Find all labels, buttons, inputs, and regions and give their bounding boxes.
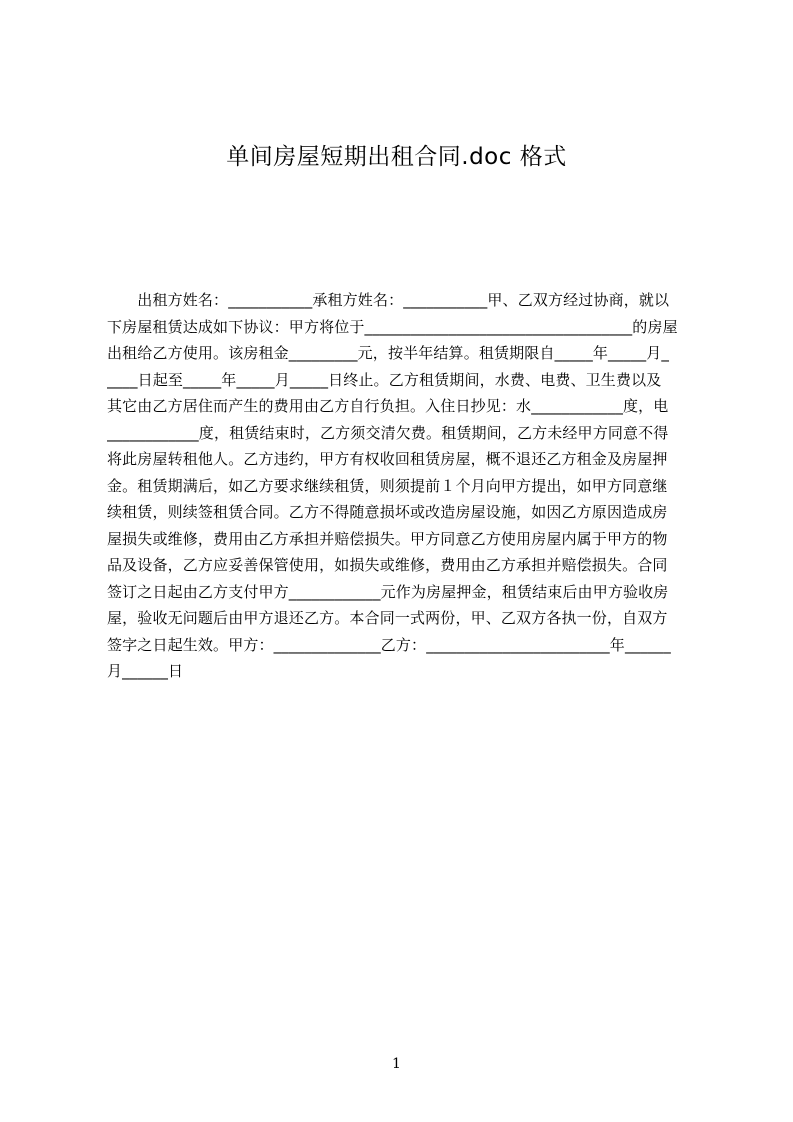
body-line: 屋损失或维修，费用由乙方承担并赔偿损失。甲方同意乙方使用房屋内属于甲方的物 [107, 529, 668, 548]
body-line: 品及设备，乙方应妥善保管使用，如损失或维修，费用由乙方承担并赔偿损失。合同 [107, 556, 668, 574]
body-line: ____日起至_____年_____月_____日终止。乙方租赁期间，水费、电费、卫生费以及 [107, 370, 662, 389]
body-line: 出租给乙方使用。该房租金_________元，按半年结算。租赁期限自_____年_____月_ [107, 344, 670, 362]
body-line: 续租赁，则续签租赁合同。乙方不得随意损坏或改造房屋设施，如因乙方原因造成房 [107, 503, 668, 521]
body-line: 月______日 [107, 662, 184, 680]
body-line: 签字之日起生效。甲方：______________乙方：________________________年______ [107, 635, 671, 654]
body-line: 金。租赁期满后，如乙方要求继续租赁，则须提前１个月向甲方提出，如甲方同意继 [107, 476, 668, 495]
document-title: 单间房屋短期出租合同.doc 格式 [226, 144, 567, 170]
body-line: 下房屋租赁达成如下协议：甲方将位于___________________________________的房屋 [107, 317, 678, 336]
body-line: 出租方姓名：___________承租方姓名：___________甲、乙双方经过协商，就以 [107, 291, 670, 309]
body-line: 签订之日起由乙方支付甲方____________元作为房屋押金，租赁结束后由甲方验收房 [107, 582, 669, 601]
page-number: 1 [392, 1056, 401, 1072]
body-line: 屋，验收无问题后由甲方退还乙方。本合同一式两份，甲、乙双方各执一份，自双方 [107, 609, 668, 627]
contract-body [107, 287, 699, 685]
body-line: ____________度，租赁结束时，乙方须交清欠费。租赁期间，乙方未经甲方同意不得 [107, 423, 669, 442]
body-line: 其它由乙方居住而产生的费用由乙方自行负担。入住日抄见：水____________度，电 [107, 397, 669, 415]
body-line: 将此房屋转租他人。乙方违约，甲方有权收回租赁房屋，概不退还乙方租金及房屋押 [107, 450, 668, 468]
